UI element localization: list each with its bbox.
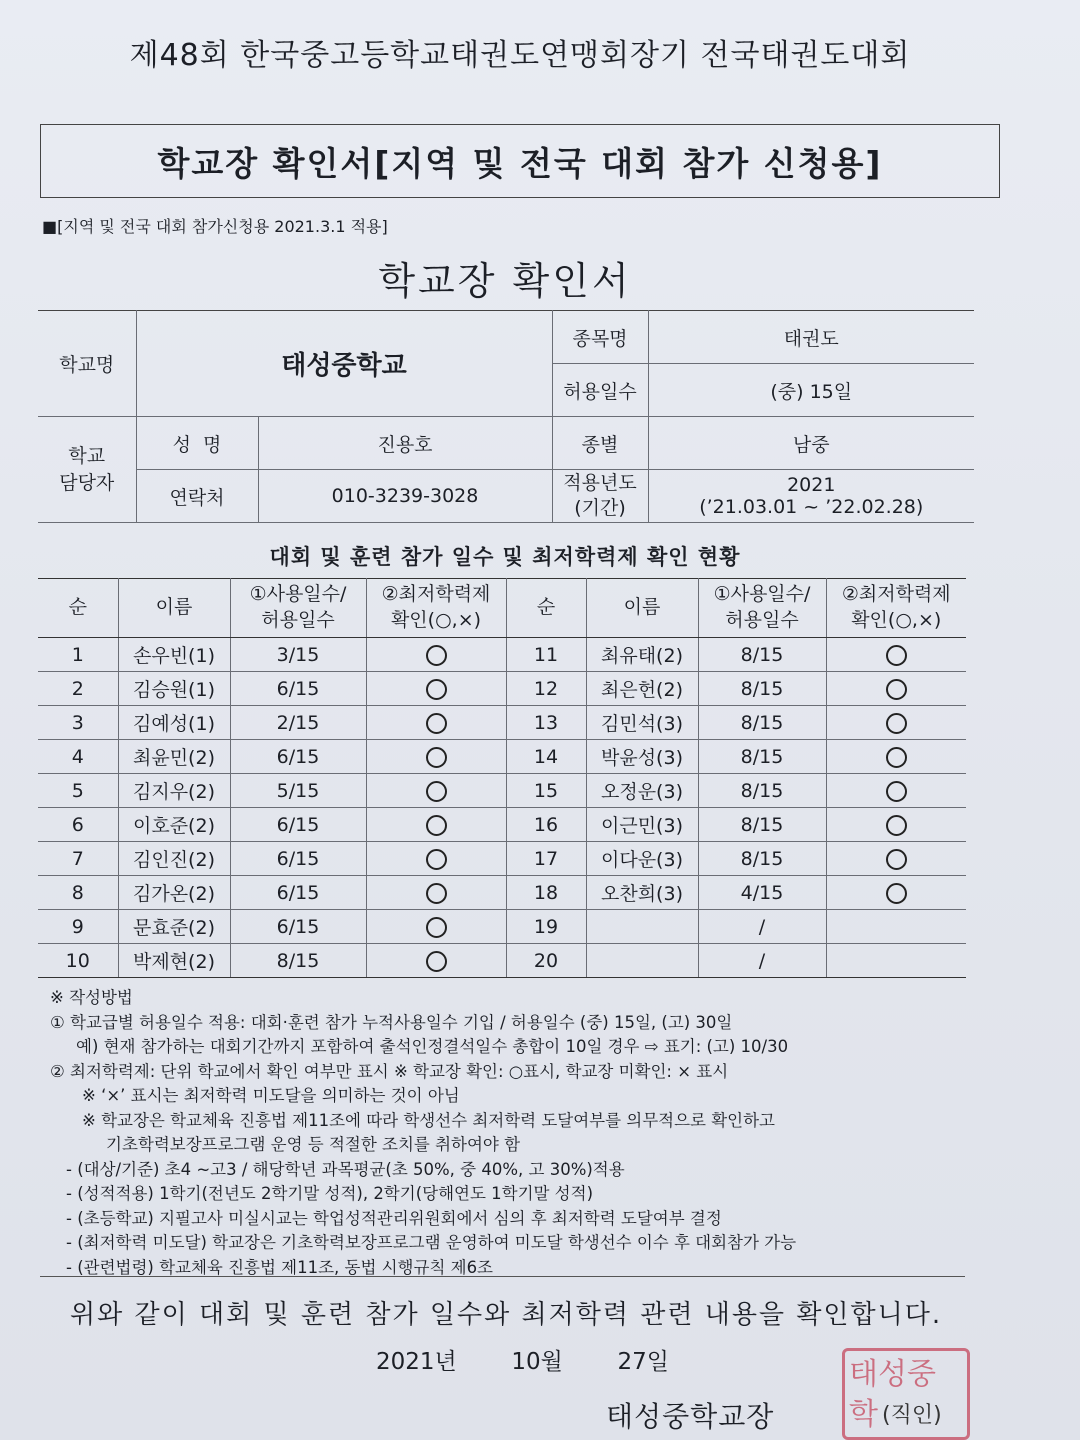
contact-label: 연락처 bbox=[136, 470, 258, 523]
check-circle-icon bbox=[886, 679, 907, 700]
cell-name: 이호준(2) bbox=[118, 808, 230, 842]
cell-days: 8/15 bbox=[698, 842, 826, 876]
cell-no: 20 bbox=[506, 944, 586, 978]
note-line: - (최저학력 미도달) 학교장은 기초학력보장프로그램 운영하여 미도달 학생선수 이수 후 대회참가 가능 bbox=[66, 1233, 797, 1252]
participation-body bbox=[38, 579, 966, 978]
check-circle-icon bbox=[886, 747, 907, 768]
cell-days: 4/15 bbox=[698, 876, 826, 910]
cell-check bbox=[366, 672, 506, 706]
notes-divider bbox=[40, 1276, 965, 1277]
cell-no: 7 bbox=[38, 842, 118, 876]
cell-name: 김지우(2) bbox=[118, 774, 230, 808]
cell-name: 손우빈(1) bbox=[118, 638, 230, 672]
table-row bbox=[38, 944, 966, 978]
allowed-value: (중) 15일 bbox=[648, 364, 974, 417]
cell-check bbox=[366, 910, 506, 944]
cell-check bbox=[366, 876, 506, 910]
note-line: 기초학력보장프로그램 운영 등 적절한 조치를 취하여야 함 bbox=[106, 1135, 521, 1154]
date-year: 2021년 bbox=[376, 1349, 457, 1375]
cell-check bbox=[366, 638, 506, 672]
form-note: ■[지역 및 전국 대회 참가신청용 2021.3.1 적용] bbox=[42, 217, 388, 236]
cell-days: 8/15 bbox=[230, 944, 366, 978]
cell-days: 2/15 bbox=[230, 706, 366, 740]
cell-name: 김예성(1) bbox=[118, 706, 230, 740]
note-line: ① 학교급별 허용일수 적용: 대회·훈련 참가 누적사용일수 기입 / 허용일수 (중) 15일, (고) 30일 bbox=[50, 1012, 733, 1032]
table-row bbox=[38, 638, 966, 672]
cell-no: 5 bbox=[38, 774, 118, 808]
notes-heading: ※ 작성방법 bbox=[50, 988, 133, 1007]
cell-days: 8/15 bbox=[698, 740, 826, 774]
check-circle-icon bbox=[426, 883, 447, 904]
note-line: - (성적적용) 1학기(전년도 2학기말 성적), 2학기(당해연도 1학기말 성적) bbox=[66, 1184, 594, 1203]
cell-days: 8/15 bbox=[698, 706, 826, 740]
cell-name bbox=[586, 910, 698, 944]
header-check: ②최저학력제 확인(○,×) bbox=[366, 579, 506, 638]
cell-name: 최윤민(2) bbox=[118, 740, 230, 774]
manager-label: 학교 담당자 bbox=[38, 417, 136, 523]
check-circle-icon bbox=[426, 917, 447, 938]
date-day: 27일 bbox=[617, 1349, 670, 1375]
school-name: 태성중학교 bbox=[136, 311, 552, 417]
year-label: 적용년도 (기간) bbox=[552, 470, 648, 523]
event-value: 태권도 bbox=[648, 311, 974, 364]
check-circle-icon bbox=[426, 951, 447, 972]
table-row bbox=[38, 774, 966, 808]
cell-days: 6/15 bbox=[230, 808, 366, 842]
note-line: ※ ‘×’ 표시는 최저학력 미도달을 의미하는 것이 아님 bbox=[82, 1086, 460, 1105]
note-line: ② 최저학력제: 단위 학교에서 확인 여부만 표시 ※ 학교장 확인: ○표시, 학교장 미확인: × 표시 bbox=[50, 1061, 729, 1081]
date bbox=[376, 1343, 669, 1376]
check-circle-icon bbox=[886, 645, 907, 666]
header-days: ①사용일수/ 허용일수 bbox=[698, 579, 826, 638]
check-circle-icon bbox=[886, 849, 907, 870]
cell-check bbox=[366, 740, 506, 774]
check-circle-icon bbox=[886, 781, 907, 802]
cell-name: 최유태(2) bbox=[586, 638, 698, 672]
cell-check bbox=[366, 808, 506, 842]
cell-name: 이다운(3) bbox=[586, 842, 698, 876]
header-no: 순 bbox=[506, 579, 586, 638]
check-circle-icon bbox=[426, 679, 447, 700]
cell-check bbox=[826, 808, 966, 842]
cell-no: 19 bbox=[506, 910, 586, 944]
cell-no: 15 bbox=[506, 774, 586, 808]
cell-no: 10 bbox=[38, 944, 118, 978]
cell-name: 오찬희(3) bbox=[586, 876, 698, 910]
cell-check bbox=[826, 876, 966, 910]
cell-days: 8/15 bbox=[698, 672, 826, 706]
notes-section bbox=[50, 986, 970, 1280]
cell-check bbox=[366, 944, 506, 978]
category-label: 종별 bbox=[552, 417, 648, 470]
period-value: (’21.03.01 ~ ’22.02.28) bbox=[699, 496, 924, 518]
check-circle-icon bbox=[886, 815, 907, 836]
header-check: ②최저학력제 확인(○,×) bbox=[826, 579, 966, 638]
cell-name: 이근민(3) bbox=[586, 808, 698, 842]
year-cell bbox=[648, 470, 974, 523]
cell-check bbox=[826, 706, 966, 740]
check-circle-icon bbox=[426, 849, 447, 870]
cell-no: 4 bbox=[38, 740, 118, 774]
principal-name: 태성중학교장 bbox=[606, 1400, 775, 1433]
check-circle-icon bbox=[426, 747, 447, 768]
cell-check bbox=[826, 740, 966, 774]
cell-no: 3 bbox=[38, 706, 118, 740]
cell-check bbox=[366, 842, 506, 876]
note-line: ※ 학교장은 학교체육 진흥법 제11조에 따라 학생선수 최저학력 도달여부를 의무적으로 확인하고 bbox=[82, 1110, 775, 1130]
cell-no: 6 bbox=[38, 808, 118, 842]
check-circle-icon bbox=[426, 781, 447, 802]
confirmation-text: 위와 같이 대회 및 훈련 참가 일수와 최저학력 관련 내용을 확인합니다. bbox=[70, 1300, 943, 1330]
cell-name: 김승원(1) bbox=[118, 672, 230, 706]
status-title: 대회 및 훈련 참가 일수 및 최저학력제 확인 현황 bbox=[269, 545, 741, 569]
check-circle-icon bbox=[886, 883, 907, 904]
cell-days: 6/15 bbox=[230, 842, 366, 876]
cell-name: 최은헌(2) bbox=[586, 672, 698, 706]
cell-name bbox=[586, 944, 698, 978]
cell-days: 8/15 bbox=[698, 808, 826, 842]
cell-name: 문효준(2) bbox=[118, 910, 230, 944]
note-line: - (대상/기준) 초4 ~고3 / 해당학년 과목평균(초 50%, 중 40%, 고 30%)적용 bbox=[66, 1159, 625, 1179]
year-value: 2021 bbox=[787, 474, 836, 496]
info-table bbox=[38, 310, 974, 523]
note-line: - (관련법령) 학교체육 진흥법 제11조, 동법 시행규칙 제6조 bbox=[66, 1257, 493, 1277]
table-row bbox=[38, 910, 966, 944]
cell-days: / bbox=[698, 944, 826, 978]
cell-days: 8/15 bbox=[698, 638, 826, 672]
cell-check bbox=[826, 638, 966, 672]
note-line: 예) 현재 참가하는 대회기간까지 포함하여 출석인정결석일수 총합이 10일 경우 ⇨ 표기: (고) 10/30 bbox=[76, 1037, 789, 1056]
cell-check bbox=[366, 706, 506, 740]
cell-no: 8 bbox=[38, 876, 118, 910]
cell-days: 6/15 bbox=[230, 876, 366, 910]
cell-name: 오정운(3) bbox=[586, 774, 698, 808]
seal-label: (직인) bbox=[882, 1403, 942, 1428]
cell-no: 18 bbox=[506, 876, 586, 910]
table-row bbox=[38, 808, 966, 842]
name-label: 성 명 bbox=[136, 417, 258, 470]
cell-no: 9 bbox=[38, 910, 118, 944]
cell-name: 김인진(2) bbox=[118, 842, 230, 876]
cell-days: 6/15 bbox=[230, 740, 366, 774]
header-days: ①사용일수/ 허용일수 bbox=[230, 579, 366, 638]
document-title: 학교장 확인서 bbox=[378, 259, 632, 303]
cell-days: / bbox=[698, 910, 826, 944]
competition-title: 제48회 한국중고등학교태권도연맹회장기 전국태권도대회 bbox=[129, 38, 911, 73]
table-row bbox=[38, 842, 966, 876]
check-circle-icon bbox=[886, 713, 907, 734]
cell-check bbox=[826, 944, 966, 978]
event-label: 종목명 bbox=[552, 311, 648, 364]
cell-days: 3/15 bbox=[230, 638, 366, 672]
manager-name: 진용호 bbox=[258, 417, 552, 470]
cell-no: 13 bbox=[506, 706, 586, 740]
cell-no: 1 bbox=[38, 638, 118, 672]
date-month: 10월 bbox=[511, 1349, 563, 1375]
cell-check bbox=[366, 774, 506, 808]
check-circle-icon bbox=[426, 815, 447, 836]
cell-no: 11 bbox=[506, 638, 586, 672]
cell-name: 박윤성(3) bbox=[586, 740, 698, 774]
cell-check bbox=[826, 672, 966, 706]
cell-no: 16 bbox=[506, 808, 586, 842]
cell-days: 6/15 bbox=[230, 672, 366, 706]
table-row bbox=[38, 672, 966, 706]
header-row bbox=[38, 579, 966, 638]
table-row bbox=[38, 876, 966, 910]
cell-name: 박제현(2) bbox=[118, 944, 230, 978]
seal-text: 태성중학 bbox=[849, 1357, 936, 1432]
check-circle-icon bbox=[426, 713, 447, 734]
cell-check bbox=[826, 910, 966, 944]
cell-days: 8/15 bbox=[698, 774, 826, 808]
cell-check bbox=[826, 774, 966, 808]
school-label: 학교명 bbox=[38, 311, 136, 417]
cell-days: 5/15 bbox=[230, 774, 366, 808]
cell-name: 김민석(3) bbox=[586, 706, 698, 740]
cell-check bbox=[826, 842, 966, 876]
table-row bbox=[38, 740, 966, 774]
cell-name: 김가온(2) bbox=[118, 876, 230, 910]
allowed-label: 허용일수 bbox=[552, 364, 648, 417]
cell-days: 6/15 bbox=[230, 910, 366, 944]
header-name: 이름 bbox=[118, 579, 230, 638]
cell-no: 17 bbox=[506, 842, 586, 876]
form-title-box bbox=[40, 124, 1000, 198]
cell-no: 14 bbox=[506, 740, 586, 774]
check-circle-icon bbox=[426, 645, 447, 666]
participation-table bbox=[38, 578, 966, 978]
header-no: 순 bbox=[38, 579, 118, 638]
cell-no: 2 bbox=[38, 672, 118, 706]
table-row bbox=[38, 706, 966, 740]
contact-value: 010-3239-3028 bbox=[258, 470, 552, 523]
header-name: 이름 bbox=[586, 579, 698, 638]
form-title: 학교장 확인서[지역 및 전국 대회 참가 신청용] bbox=[157, 143, 883, 183]
note-line: - (초등학교) 지필고사 미실시교는 학업성적관리위원회에서 심의 후 최저학력 도달여부 결정 bbox=[66, 1208, 722, 1228]
category-value: 남중 bbox=[648, 417, 974, 470]
cell-no: 12 bbox=[506, 672, 586, 706]
